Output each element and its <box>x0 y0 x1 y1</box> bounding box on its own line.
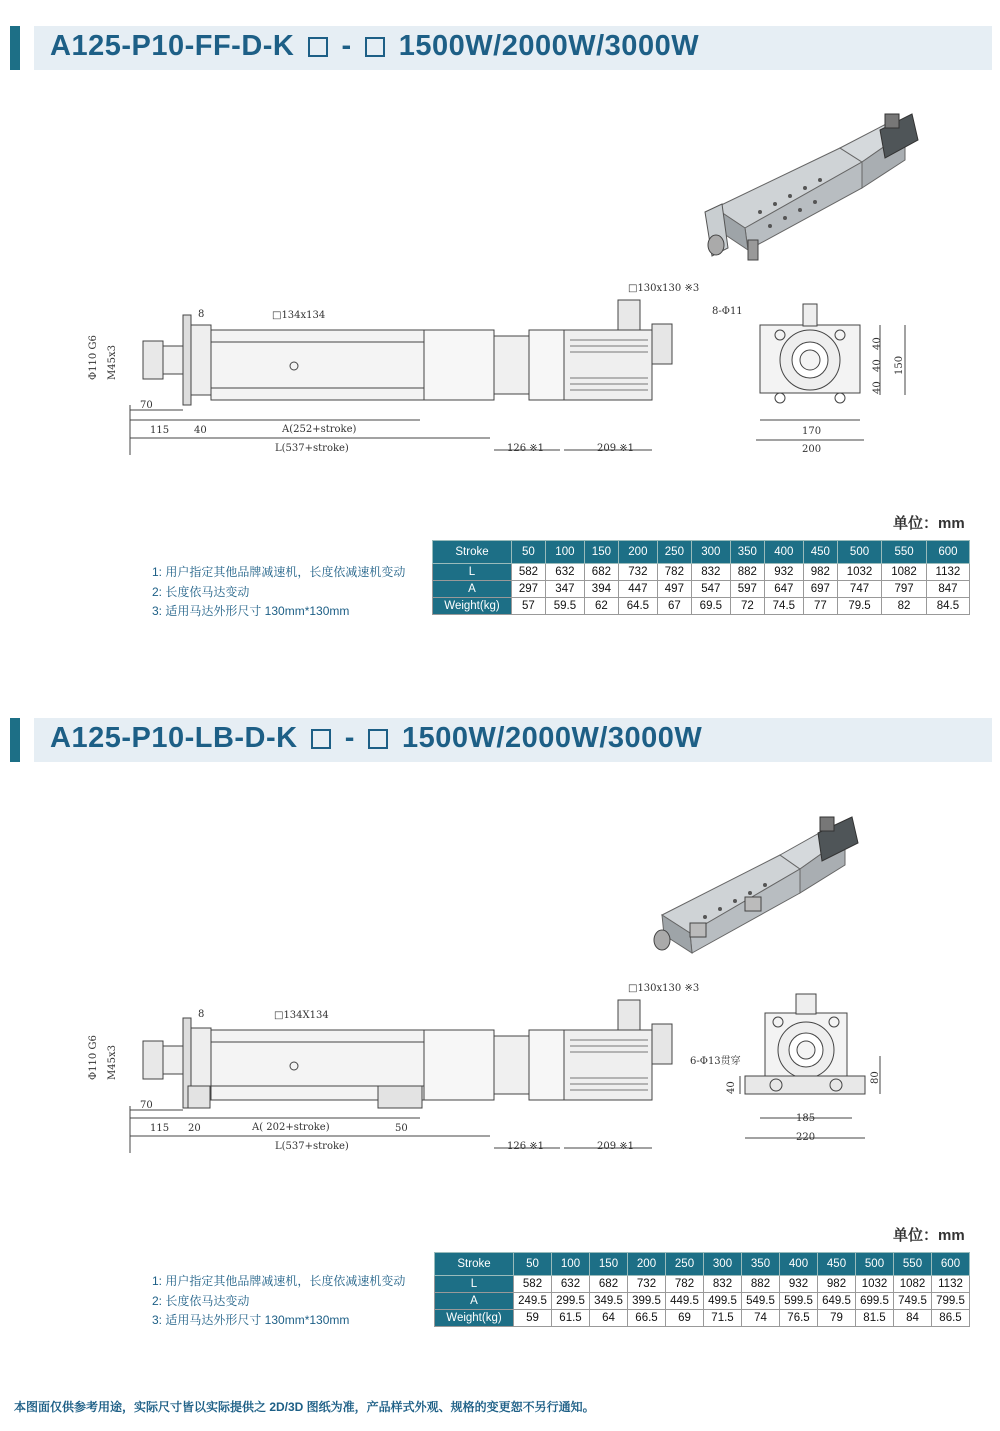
dim-126: 126 ※1 <box>507 443 545 454</box>
section-title <box>50 722 702 755</box>
table-cell: 882 <box>730 564 764 581</box>
table-header-cell: 600 <box>932 1253 970 1276</box>
dim-8: 8 <box>198 1009 205 1020</box>
table-cell: A <box>435 1293 514 1310</box>
dimension-drawing <box>0 978 1000 1158</box>
diameter-label: Φ110 G6 <box>88 1035 99 1080</box>
table-cell: 86.5 <box>932 1310 970 1327</box>
table-row <box>433 598 970 615</box>
table-cell: 547 <box>691 581 730 598</box>
table-cell: 1032 <box>856 1276 894 1293</box>
table-cell: 61.5 <box>552 1310 590 1327</box>
placeholder-box-icon <box>311 729 331 749</box>
table-cell: 782 <box>666 1276 704 1293</box>
table-cell: 732 <box>628 1276 666 1293</box>
table-cell: 74 <box>742 1310 780 1327</box>
table-header-cell: 300 <box>691 541 730 564</box>
table-cell: 982 <box>818 1276 856 1293</box>
title-accent <box>10 718 20 762</box>
motor-size-label: □130x130 ※3 <box>628 983 700 994</box>
note-1: 1: 用户指定其他品牌减速机，长度依减速机变动 <box>152 565 406 579</box>
table-cell: 299.5 <box>552 1293 590 1310</box>
table-cell: 249.5 <box>514 1293 552 1310</box>
table-cell: 682 <box>590 1276 628 1293</box>
title-accent <box>10 26 20 70</box>
table-cell: A <box>433 581 512 598</box>
table-cell: L <box>435 1276 514 1293</box>
table-cell: 832 <box>691 564 730 581</box>
table-cell: L <box>433 564 512 581</box>
table-cell: 74.5 <box>764 598 803 615</box>
dim-126: 126 ※1 <box>507 1141 545 1152</box>
table-cell: 699.5 <box>856 1293 894 1310</box>
note-1: 1: 用户指定其他品牌减速机，长度依减速机变动 <box>152 1274 406 1288</box>
title-power: 1500W/2000W/3000W <box>402 722 703 754</box>
table-header-cell: 200 <box>618 541 657 564</box>
table-cell: 1032 <box>837 564 882 581</box>
table-cell: 832 <box>704 1276 742 1293</box>
dim-200: 200 <box>802 444 822 455</box>
table-cell: 599.5 <box>780 1293 818 1310</box>
table-header-cell: 500 <box>856 1253 894 1276</box>
table-header-row <box>435 1253 970 1276</box>
table-cell: 632 <box>552 1276 590 1293</box>
dim-70: 70 <box>140 1100 153 1111</box>
dim-115: 115 <box>150 1123 170 1134</box>
dim-40a: 40 <box>872 337 883 350</box>
section-title <box>50 30 699 63</box>
table-cell: 79.5 <box>837 598 882 615</box>
table-cell: 349.5 <box>590 1293 628 1310</box>
dim-185: 185 <box>796 1113 816 1124</box>
table-cell: 782 <box>657 564 691 581</box>
table-cell: 749.5 <box>894 1293 932 1310</box>
table-header-cell: 550 <box>894 1253 932 1276</box>
note-3: 3: 适用马达外形尺寸 130mm*130mm <box>152 604 350 618</box>
title-dash: - <box>341 30 352 62</box>
placeholder-box-icon <box>368 729 388 749</box>
dim-8: 8 <box>198 309 205 320</box>
table-cell: 647 <box>764 581 803 598</box>
table-cell: Weight(kg) <box>435 1310 514 1327</box>
thread-label: M45x3 <box>107 345 118 380</box>
table-cell: 697 <box>803 581 837 598</box>
table-cell: 82 <box>882 598 927 615</box>
table-cell: 747 <box>837 581 882 598</box>
table-cell: 649.5 <box>818 1293 856 1310</box>
hole-label: 8-Φ11 <box>712 306 743 317</box>
dim-a: A( 202+stroke) <box>252 1122 330 1133</box>
table-cell: 59.5 <box>545 598 584 615</box>
title-power: 1500W/2000W/3000W <box>398 30 700 62</box>
table-header-cell: 300 <box>704 1253 742 1276</box>
table-cell: 77 <box>803 598 837 615</box>
table-cell: 297 <box>512 581 546 598</box>
section-title-bar <box>10 26 992 70</box>
table-cell: 64.5 <box>618 598 657 615</box>
table-cell: 76.5 <box>780 1310 818 1327</box>
table-header-cell: 250 <box>657 541 691 564</box>
hole-label: 6-Φ13贯穿 <box>690 1056 741 1067</box>
thread-label: M45x3 <box>107 1045 118 1080</box>
table-header-row <box>433 541 970 564</box>
table-cell: 1132 <box>932 1276 970 1293</box>
table-cell: 582 <box>512 564 546 581</box>
table-header-cell: 500 <box>837 541 882 564</box>
dim-209: 209 ※1 <box>597 443 635 454</box>
table-row <box>435 1293 970 1310</box>
table-cell: 84.5 <box>926 598 969 615</box>
notes <box>152 563 405 622</box>
table-cell: 394 <box>584 581 618 598</box>
table-cell: 632 <box>545 564 584 581</box>
table-header-cell: 150 <box>584 541 618 564</box>
dim-220: 220 <box>796 1132 816 1143</box>
table-cell: 399.5 <box>628 1293 666 1310</box>
motor-size-label: □130x130 ※3 <box>628 283 700 294</box>
table-header-cell: 200 <box>628 1253 666 1276</box>
placeholder-box-icon <box>365 37 385 57</box>
table-cell: 71.5 <box>704 1310 742 1327</box>
spec-table <box>432 540 970 615</box>
table-cell: 72 <box>730 598 764 615</box>
table-cell: 59 <box>514 1310 552 1327</box>
note-3: 3: 适用马达外形尺寸 130mm*130mm <box>152 1313 350 1327</box>
table-cell: 79 <box>818 1310 856 1327</box>
title-dash: - <box>344 722 355 754</box>
table-row <box>433 581 970 598</box>
table-cell: 67 <box>657 598 691 615</box>
table-cell: 57 <box>512 598 546 615</box>
table-cell: 66.5 <box>628 1310 666 1327</box>
table-cell: 799.5 <box>932 1293 970 1310</box>
table-cell: 1082 <box>882 564 927 581</box>
table-row <box>435 1310 970 1327</box>
table-cell: 64 <box>590 1310 628 1327</box>
dim-20: 20 <box>188 1123 201 1134</box>
table-header-cell: 50 <box>514 1253 552 1276</box>
product-3d-render <box>0 805 1000 965</box>
table-header-cell: 400 <box>764 541 803 564</box>
table-cell: 449.5 <box>666 1293 704 1310</box>
table-cell: 447 <box>618 581 657 598</box>
table-cell: 932 <box>764 564 803 581</box>
dim-40: 40 <box>194 425 207 436</box>
dim-50: 50 <box>395 1123 408 1134</box>
dim-115: 115 <box>150 425 170 436</box>
table-cell: 69 <box>666 1310 704 1327</box>
table-header-cell: Stroke <box>433 541 512 564</box>
dim-a: A(252+stroke) <box>282 424 357 435</box>
note-2: 2: 长度依马达变动 <box>152 584 250 599</box>
table-header-cell: Stroke <box>435 1253 514 1276</box>
table-row <box>433 564 970 581</box>
table-header-cell: 550 <box>882 541 927 564</box>
dim-40b: 40 <box>872 359 883 372</box>
table-header-cell: 600 <box>926 541 969 564</box>
placeholder-box-icon <box>308 37 328 57</box>
dim-40c: 40 <box>872 381 883 394</box>
table-header-cell: 400 <box>780 1253 818 1276</box>
dim-l: L(537+stroke) <box>275 443 349 454</box>
table-cell: 62 <box>584 598 618 615</box>
section-title-bar <box>10 718 992 762</box>
dim-40: 40 <box>726 1081 737 1094</box>
dimension-drawing <box>0 280 1000 460</box>
dim-80: 80 <box>870 1071 881 1084</box>
table-cell: 347 <box>545 581 584 598</box>
table-cell: 982 <box>803 564 837 581</box>
unit-label: 单位：mm <box>893 1227 965 1244</box>
dim-70: 70 <box>140 400 153 411</box>
table-cell: 84 <box>894 1310 932 1327</box>
disclaimer-footer: 本图面仅供参考用途，实际尺寸皆以实际提供之 2D/3D 图纸为准，产品样式外观、规格的变更恕不另行通知。 <box>14 1400 595 1414</box>
product-3d-render <box>0 100 1000 280</box>
dim-170: 170 <box>802 426 822 437</box>
title-model: A125-P10-LB-D-K <box>50 722 298 754</box>
table-header-cell: 50 <box>512 541 546 564</box>
table-row <box>435 1276 970 1293</box>
table-header-cell: 100 <box>545 541 584 564</box>
table-cell: 597 <box>730 581 764 598</box>
table-header-cell: 250 <box>666 1253 704 1276</box>
table-header-cell: 450 <box>803 541 837 564</box>
table-header-cell: 350 <box>742 1253 780 1276</box>
table-header-cell: 450 <box>818 1253 856 1276</box>
table-header-cell: 100 <box>552 1253 590 1276</box>
table-cell: 1082 <box>894 1276 932 1293</box>
notes <box>152 1272 405 1331</box>
diameter-label: Φ110 G6 <box>88 335 99 380</box>
table-cell: 682 <box>584 564 618 581</box>
table-cell: 932 <box>780 1276 818 1293</box>
title-model: A125-P10-FF-D-K <box>50 30 295 62</box>
flange-size-label: □134x134 <box>272 310 326 321</box>
table-cell: 732 <box>618 564 657 581</box>
table-cell: 497 <box>657 581 691 598</box>
dim-l: L(537+stroke) <box>275 1141 349 1152</box>
table-cell: 69.5 <box>691 598 730 615</box>
flange-size-label: □134X134 <box>274 1010 329 1021</box>
dim-150: 150 <box>894 355 905 375</box>
table-header-cell: 350 <box>730 541 764 564</box>
dim-209: 209 ※1 <box>597 1141 635 1152</box>
table-cell: 81.5 <box>856 1310 894 1327</box>
table-cell: 582 <box>514 1276 552 1293</box>
table-cell: Weight(kg) <box>433 598 512 615</box>
table-header-cell: 150 <box>590 1253 628 1276</box>
table-cell: 847 <box>926 581 969 598</box>
table-cell: 1132 <box>926 564 969 581</box>
table-cell: 882 <box>742 1276 780 1293</box>
unit-label: 单位：mm <box>893 515 965 532</box>
table-cell: 797 <box>882 581 927 598</box>
table-cell: 499.5 <box>704 1293 742 1310</box>
table-cell: 549.5 <box>742 1293 780 1310</box>
spec-table <box>434 1252 970 1327</box>
note-2: 2: 长度依马达变动 <box>152 1293 250 1308</box>
